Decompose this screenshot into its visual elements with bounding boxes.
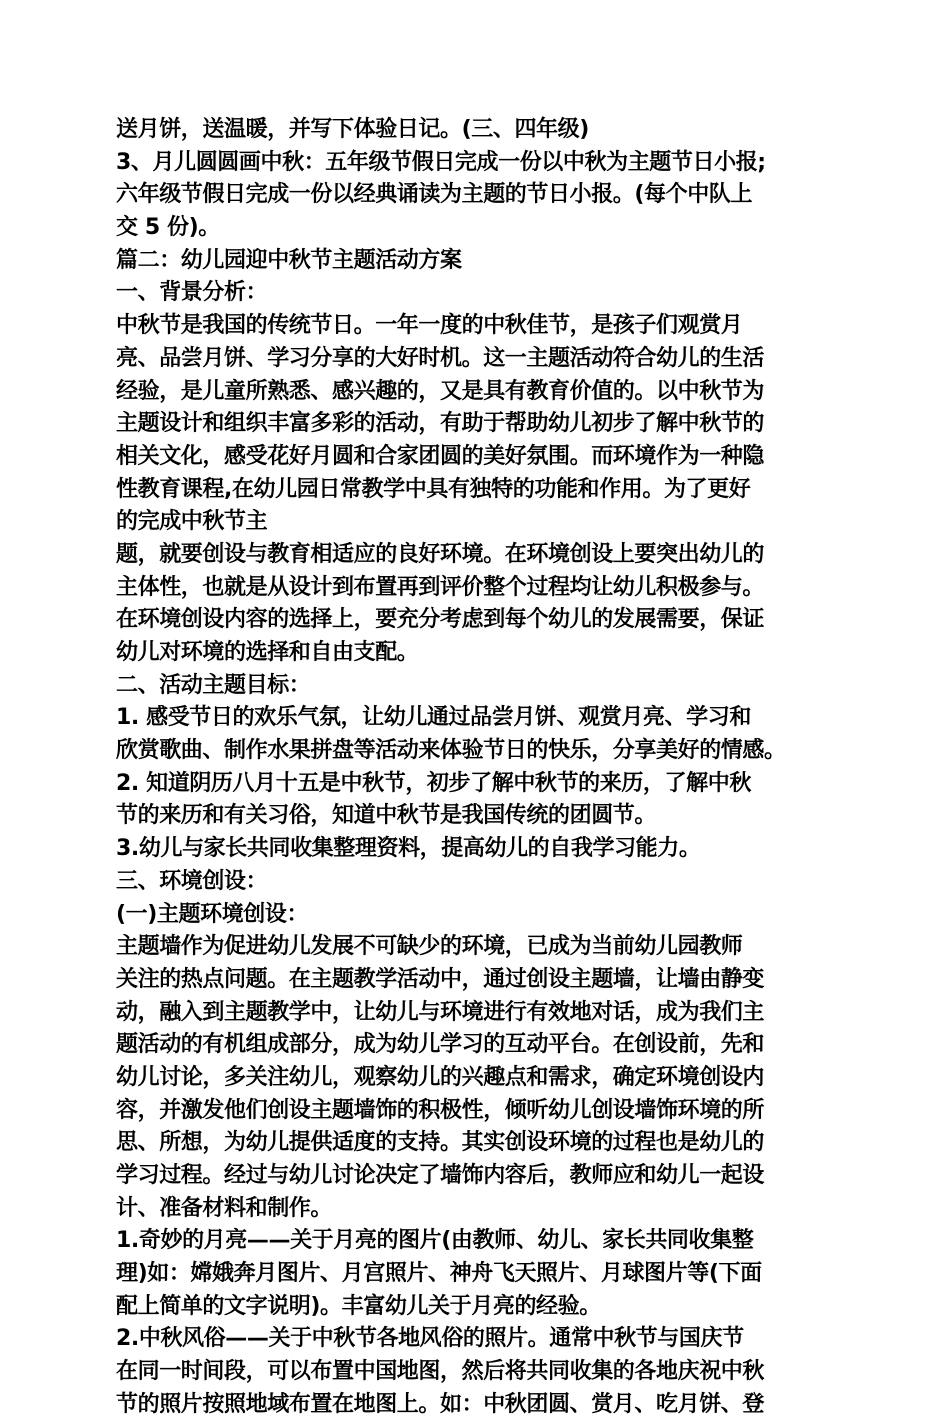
text-line: 在环境创设内容的选择上，要充分考虑到每个幼儿的发展需要，保证: [116, 607, 765, 633]
text-line: 学习过程。经过与幼儿讨论决定了墙饰内容后，教师应和幼儿一起设: [116, 1163, 765, 1188]
text-line: 3、月儿圆圆画中秋：五年级节假日完成一份以中秋为主题节日小报;: [116, 149, 766, 175]
text-line: 3.幼儿与家长共同收集整理资料，提高幼儿的自我学习能力。: [116, 836, 701, 862]
text-line: 相关文化，感受花好月圆和合家团圆的美好氛围。而环境作为一种隐: [116, 443, 765, 469]
text-line: 节的照片按照地域布置在地图上。如：中秋团圆、赏月、吃月饼、登: [116, 1391, 765, 1417]
text-line: 性教育课程,在幼儿园日常教学中具有独特的功能和作用。为了更好: [116, 476, 751, 502]
text-line: 经验，是儿童所熟悉、感兴趣的，又是具有教育价值的。以中秋节为: [116, 378, 765, 404]
text-line: 容，并激发他们创设主题墙饰的积极性，倾听幼儿创设墙饰环境的所: [116, 1097, 765, 1123]
section-heading: 一、背景分析：: [116, 280, 268, 306]
section-heading: 三、环境创设：: [116, 868, 268, 894]
text-line: 节的来历和有关习俗，知道中秋节是我国传统的团圆节。: [116, 803, 657, 829]
text-line: 动，融入到主题教学中，让幼儿与环境进行有效地对话，成为我们主: [116, 999, 765, 1025]
text-line: 在同一时间段，可以布置中国地图，然后将共同收集的各地庆祝中秋: [116, 1359, 765, 1385]
text-line: 思、所想，为幼儿提供适度的支持。其实创设环境的过程也是幼儿的: [116, 1130, 765, 1156]
text-line: 题活动的有机组成部分，成为幼儿学习的互动平台。在创设前，先和: [116, 1032, 765, 1058]
text-line: 2.中秋风俗——关于中秋节各地风俗的照片。通常中秋节与国庆节: [116, 1326, 744, 1352]
subsection-heading: (一)主题环境创设：: [116, 901, 309, 927]
text-line: 配上简单的文字说明)。丰富幼儿关于月亮的经验。: [116, 1293, 601, 1319]
text-line: 亮、品尝月饼、学习分享的大好时机。这一主题活动符合幼儿的生活: [116, 345, 765, 371]
text-line: 幼儿对环境的选择和自由支配。: [116, 640, 419, 665]
text-line: 中秋节是我国的传统节日。一年一度的中秋佳节，是孩子们观赏月: [116, 313, 743, 339]
section-title: 篇二：幼儿园迎中秋节主题活动方案: [116, 247, 462, 273]
text-line: 2. 知道阴历八月十五是中秋节，初步了解中秋节的来历，了解中秋: [116, 770, 751, 796]
document-body: [116, 114, 846, 1422]
text-line: 题，就要创设与教育相适应的良好环境。在环境创设上要突出幼儿的: [116, 541, 765, 567]
text-line: 1.奇妙的月亮——关于月亮的图片(由教师、幼儿、家长共同收集整: [116, 1228, 754, 1254]
text-line: 主体性，也就是从设计到布置再到评价整个过程均让幼儿积极参与。: [116, 574, 765, 600]
text-line: 理)如：嫦娥奔月图片、月宫照片、神舟飞天照片、月球图片等(下面: [116, 1261, 762, 1287]
text-line: 送月饼，送温暖，并写下体验日记。(三、四年级): [116, 117, 589, 142]
text-line: 关注的热点问题。在主题教学活动中，通过创设主题墙，让墙由静变: [116, 966, 765, 992]
text-line: 计、准备材料和制作。: [116, 1195, 333, 1221]
text-line: 六年级节假日完成一份以经典诵读为主题的节日小报。(每个中队上: [116, 182, 753, 208]
text-line: 欣赏歌曲、制作水果拼盘等活动来体验节日的快乐，分享美好的情感。: [116, 738, 786, 764]
section-heading: 二、活动主题目标：: [116, 672, 311, 698]
text-line: 主题墙作为促进幼儿发展不可缺少的环境，已成为当前幼儿园教师: [116, 934, 743, 960]
text-line: 的完成中秋节主: [116, 509, 268, 535]
text-line: 幼儿讨论，多关注幼儿，观察幼儿的兴趣点和需求，确定环境创设内: [116, 1064, 765, 1090]
text-line: 1. 感受节日的欢乐气氛，让幼儿通过品尝月饼、观赏月亮、学习和: [116, 705, 751, 731]
text-line: 交 5 份)。: [116, 215, 220, 241]
text-line: 主题设计和组织丰富多彩的活动，有助于帮助幼儿初步了解中秋节的: [116, 411, 765, 437]
